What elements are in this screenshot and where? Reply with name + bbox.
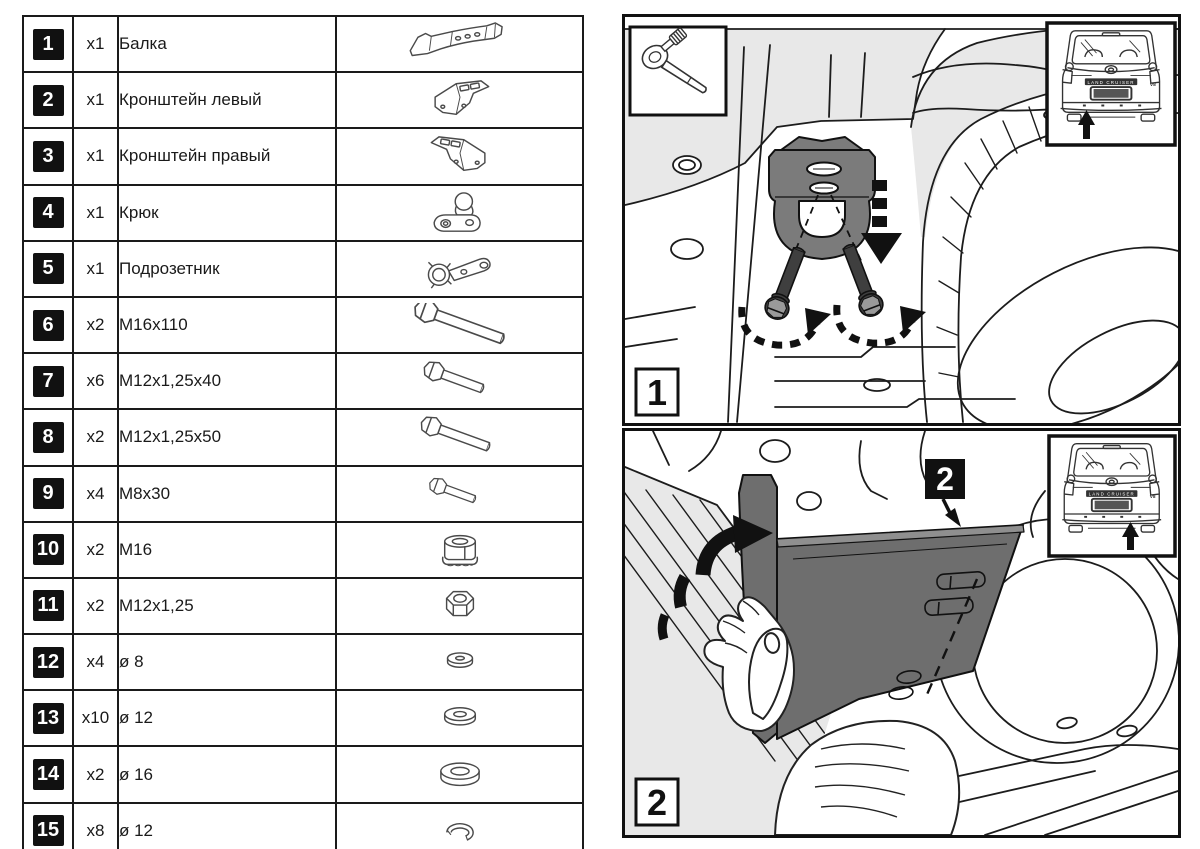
part-callout-label: 2 (936, 461, 954, 497)
part-name: ø 8 (118, 634, 336, 690)
part-qty: x1 (73, 128, 118, 184)
table-row (23, 16, 583, 72)
part-name: M16x110 (118, 297, 336, 353)
hex-nut-illustration (401, 584, 519, 628)
part-number-badge: 8 (33, 422, 64, 453)
table-row (23, 634, 583, 690)
part-number-badge: 4 (33, 197, 64, 228)
part-illustration (336, 803, 583, 849)
table-row (23, 72, 583, 128)
part-illustration (336, 466, 583, 522)
step-1-illustration (625, 17, 1178, 423)
washer-large-illustration (401, 753, 519, 797)
car-location-inset (1047, 23, 1175, 145)
step-2-panel (622, 428, 1181, 838)
bolt-medium-illustration (401, 359, 519, 403)
part-name: Подрозетник (118, 241, 336, 297)
part-name: Крюк (118, 185, 336, 241)
part-name: ø 12 (118, 690, 336, 746)
spring-washer-illustration (401, 809, 519, 849)
u-bracket-drawing (769, 137, 875, 269)
step-number-box (636, 369, 678, 415)
table-row (23, 578, 583, 634)
bolt-long-illustration (401, 303, 519, 347)
part-illustration (336, 522, 583, 578)
part-callout (925, 459, 965, 527)
part-qty: x2 (73, 522, 118, 578)
part-name: M12x1,25x50 (118, 409, 336, 465)
table-row (23, 297, 583, 353)
part-illustration (336, 241, 583, 297)
part-illustration (336, 578, 583, 634)
part-qty: x1 (73, 185, 118, 241)
part-name: M8x30 (118, 466, 336, 522)
part-number-badge: 13 (33, 703, 64, 734)
part-qty: x2 (73, 297, 118, 353)
part-illustration (336, 353, 583, 409)
part-number-badge: 6 (33, 310, 64, 341)
parts-table-body (23, 16, 583, 849)
table-row (23, 185, 583, 241)
part-qty: x2 (73, 409, 118, 465)
bracket-right-illustration (401, 134, 519, 178)
table-row (23, 241, 583, 297)
car-location-inset (1049, 436, 1175, 556)
bolt-short-illustration (401, 472, 519, 516)
part-number-badge: 11 (33, 590, 64, 621)
part-qty: x4 (73, 466, 118, 522)
step-1-panel (622, 14, 1181, 426)
part-number-badge: 2 (33, 85, 64, 116)
table-row (23, 522, 583, 578)
part-name: Кронштейн левый (118, 72, 336, 128)
part-name: Балка (118, 16, 336, 72)
part-number-badge: 10 (33, 534, 64, 565)
part-number-badge: 1 (33, 29, 64, 60)
part-qty: x2 (73, 746, 118, 802)
part-name: M12x1,25x40 (118, 353, 336, 409)
socket-plate-illustration (401, 247, 519, 291)
bolt-medium-long-illustration (401, 415, 519, 459)
part-number-badge: 9 (33, 478, 64, 509)
part-qty: x10 (73, 690, 118, 746)
bracket-left-illustration (401, 78, 519, 122)
table-row (23, 690, 583, 746)
part-name: ø 12 (118, 803, 336, 849)
part-name: ø 16 (118, 746, 336, 802)
table-row (23, 466, 583, 522)
part-illustration (336, 128, 583, 184)
flange-lock-nut-illustration (401, 528, 519, 572)
washer-medium-illustration (401, 696, 519, 740)
step-number: 2 (646, 782, 668, 823)
beam-illustration (401, 22, 519, 66)
towball-illustration (401, 191, 519, 235)
part-illustration (336, 16, 583, 72)
part-name: Кронштейн правый (118, 128, 336, 184)
table-row (23, 128, 583, 184)
tool-inset (630, 27, 726, 115)
part-number-badge: 14 (33, 759, 64, 790)
step-number-box (636, 779, 678, 825)
part-illustration (336, 72, 583, 128)
parts-table (22, 15, 584, 849)
table-row (23, 409, 583, 465)
table-row (23, 746, 583, 802)
step-number: 1 (646, 372, 668, 413)
part-illustration (336, 746, 583, 802)
part-number-badge: 12 (33, 647, 64, 678)
part-illustration (336, 297, 583, 353)
table-row (23, 353, 583, 409)
part-qty: x1 (73, 72, 118, 128)
part-illustration (336, 409, 583, 465)
part-qty: x2 (73, 578, 118, 634)
part-number-badge: 3 (33, 141, 64, 172)
part-qty: x4 (73, 634, 118, 690)
step-2-illustration (625, 431, 1178, 835)
part-qty: x1 (73, 241, 118, 297)
part-qty: x1 (73, 16, 118, 72)
part-qty: x6 (73, 353, 118, 409)
part-name: M16 (118, 522, 336, 578)
table-row (23, 803, 583, 849)
part-illustration (336, 634, 583, 690)
washer-small-illustration (401, 640, 519, 684)
part-number-badge: 5 (33, 253, 64, 284)
part-qty: x8 (73, 803, 118, 849)
bolt-left-drawing (762, 244, 811, 323)
part-illustration (336, 185, 583, 241)
part-number-badge: 7 (33, 366, 64, 397)
part-number-badge: 15 (33, 815, 64, 846)
part-illustration (336, 690, 583, 746)
part-name: M12x1,25 (118, 578, 336, 634)
